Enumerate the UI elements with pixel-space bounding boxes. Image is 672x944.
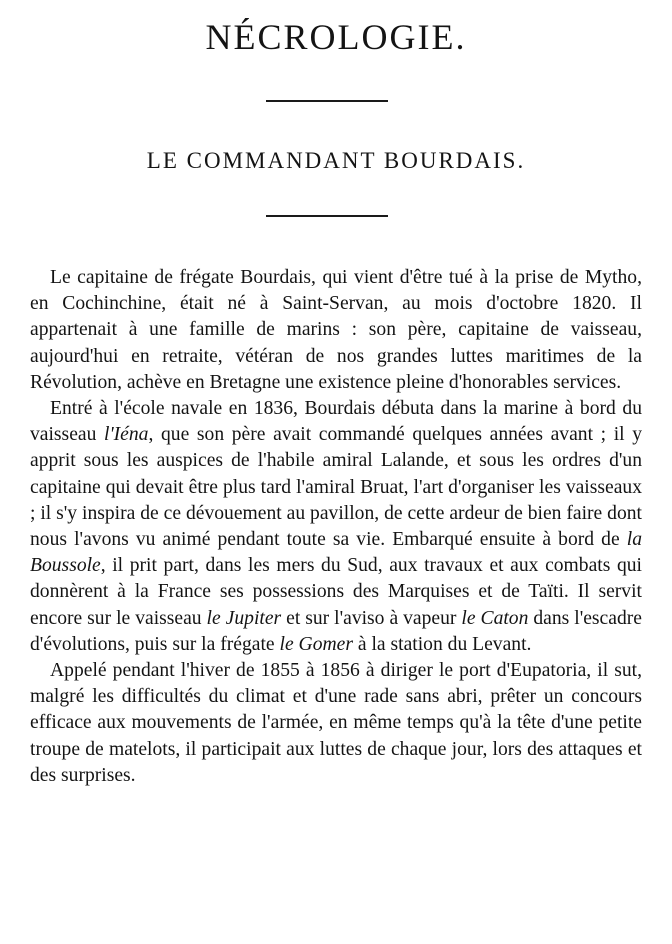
paragraph-text: Entré à l'école navale en 1836, Bourdais débuta dans la marine à bord du vaisseau bbox=[30, 398, 642, 446]
paragraph-text: dans l'escadre d'évolutions, puis sur la frégate bbox=[30, 607, 642, 655]
page-title: NÉCROLOGIE. bbox=[205, 17, 467, 57]
divider-rule bbox=[266, 100, 388, 102]
ship-name: le Caton bbox=[461, 607, 529, 629]
paragraph-1: Le capitaine de frégate Bourdais, qui vient d'être tué à la prise de Mytho, en Cochinchine, était né à Saint-Servan, au mois d'octobre 1820. Il appartenait à une famille de marins : son père, capitaine de vaisseau, aujourd'hui en retraite, vétéran de nos grandes luttes maritimes de la Révolution, achève en Bretagne une existence pleine d'honorables services. bbox=[30, 267, 642, 393]
article-body bbox=[30, 265, 642, 789]
ship-name: la Boussole bbox=[30, 529, 642, 577]
paragraph-text: à la station du Levant. bbox=[352, 633, 532, 655]
ship-name: le Jupiter bbox=[206, 607, 282, 629]
paragraph-text: , il prit part, dans les mers du Sud, aux travaux et aux combats qui donnèrent à la France ses possessions des Marquises et de Taïti. Il servit encore sur le vaisseau bbox=[30, 555, 642, 629]
paragraph-text: , que son père avait commandé quelques années avant ; il y apprit sous les auspices de l'habile amiral Lalande, et sous les ordres d'un capitaine qui devait être plus tard l'amiral Bruat, l'art d'organiser les vaisseaux ; il s'y inspira de ce dévouement au pavillon, de cette ardeur de bien faire dont nous l'avons vu animé pendant toute sa vie. Embarqué ensuite à bord de bbox=[30, 424, 643, 551]
paragraph-text: et sur l'aviso à vapeur bbox=[281, 607, 462, 629]
ship-name: le Gomer bbox=[279, 633, 353, 655]
article-title: LE COMMANDANT BOURDAIS. bbox=[146, 148, 526, 173]
paragraph-2 bbox=[30, 396, 642, 658]
divider-rule bbox=[266, 215, 388, 217]
ship-name: l'Iéna bbox=[104, 424, 149, 446]
paragraph-3: Appelé pendant l'hiver de 1855 à 1856 à diriger le port d'Eupatoria, il sut, malgré les difficultés du climat et d'une rade sans abri, prêter un concours efficace aux mouvements de l'armée, en même temps qu'à la tête d'une petite troupe de matelots, il participait aux luttes de chaque jour, lors des attaques et des surprises. bbox=[30, 660, 642, 786]
